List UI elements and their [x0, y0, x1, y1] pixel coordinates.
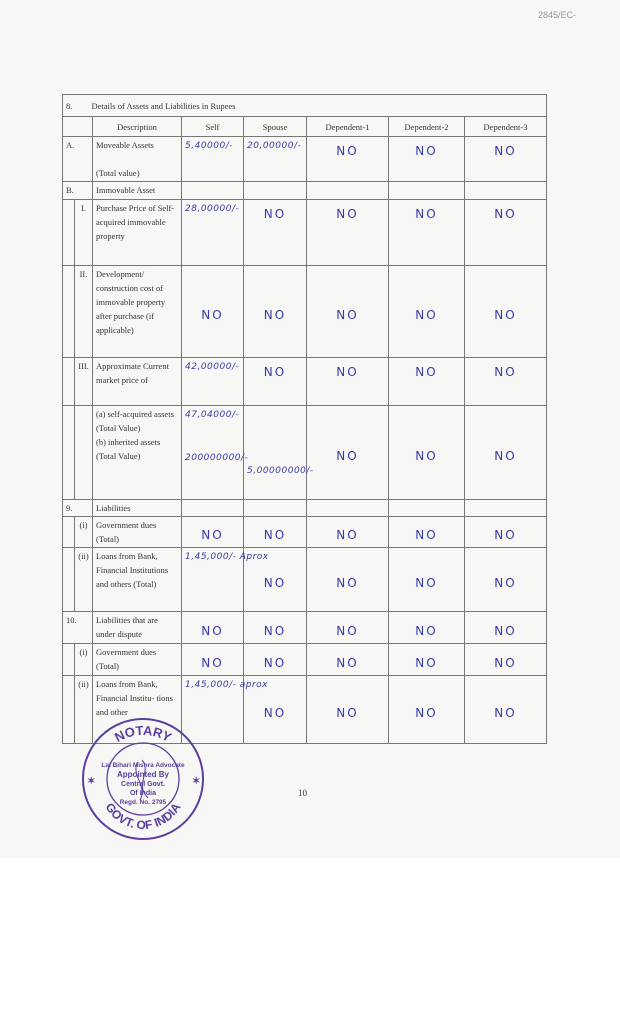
reference-number: 2845/EC-	[537, 10, 576, 20]
handwritten-value: 47,04000/-	[185, 410, 240, 420]
stamp-name: Lal Bihari Mishra Advocate	[101, 762, 185, 769]
table-row: (i) Government dues (Total) NO NO NO NO NO	[63, 644, 547, 676]
handwritten-value: NO	[336, 655, 359, 670]
handwritten-value: 20,00000/-	[247, 141, 302, 151]
row-label: Liabilities that are under dispute	[93, 612, 182, 644]
handwritten-value: NO	[336, 705, 359, 720]
handwritten-value: NO	[336, 575, 359, 590]
handwritten-value: NO	[415, 207, 438, 221]
row-label: Loans from Bank, Financial Institu- tions and other	[93, 676, 182, 744]
col-dependent-2: Dependent-2	[389, 117, 465, 137]
table-row: A. Moveable Assets (Total value) 5,40000/- 20,00000/- NO NO NO	[63, 137, 547, 182]
section-title: Details of Assets and Liabilities in Rupees	[91, 100, 236, 111]
stamp-line-4: Regd. No. 2795	[119, 799, 167, 806]
handwritten-value: 5,40000/-	[185, 141, 233, 151]
handwritten-value: NO	[494, 705, 517, 720]
row-label: (a) self-acquired assets (Total Value)	[96, 409, 174, 433]
col-dependent-3: Dependent-3	[465, 117, 547, 137]
stamp-line-3: Of India	[129, 790, 157, 797]
handwritten-value: NO	[263, 207, 287, 221]
handwritten-value: NO	[336, 623, 359, 638]
handwritten-value: NO	[494, 365, 517, 379]
handwritten-value: NO	[415, 623, 438, 638]
star-icon: ✶	[192, 776, 201, 787]
handwritten-value: 42,00000/-	[185, 362, 240, 372]
handwritten-value: NO	[494, 575, 517, 590]
handwritten-value: NO	[415, 448, 438, 463]
col-dependent-1: Dependent-1	[307, 117, 389, 137]
handwritten-value: NO	[494, 623, 517, 638]
handwritten-value: NO	[201, 528, 224, 542]
section-8-title-row	[63, 95, 547, 117]
row-label: (b) inherited assets (Total Value)	[96, 437, 161, 461]
star-icon: ✶	[87, 776, 96, 787]
table-row: (ii) Loans from Bank, Financial Institu- tions and other 1,45,000/- aprox NO NO NO NO	[63, 676, 547, 744]
handwritten-value: NO	[201, 307, 224, 322]
row-label: (Total value)	[96, 168, 140, 178]
row-label: Liabilities	[93, 500, 182, 517]
handwritten-value: NO	[415, 307, 438, 322]
handwritten-value: NO	[336, 528, 359, 542]
handwritten-value: NO	[263, 623, 287, 638]
row-label: Government dues (Total)	[93, 517, 182, 548]
handwritten-value: NO	[494, 207, 517, 221]
table-row: II. Development/ construction cost of immovable property after purchase (if applicable) NO NO NO NO NO	[63, 266, 547, 358]
table-row: III. Approximate Current market price of 42,00000/- NO NO NO NO	[63, 358, 547, 406]
row-label: Purchase Price of Self-acquired immovable property	[93, 200, 182, 266]
table-row: 10. Liabilities that are under dispute NO NO NO NO NO	[63, 612, 547, 644]
notary-stamp	[78, 714, 208, 844]
handwritten-value: NO	[494, 144, 517, 158]
handwritten-value: NO	[415, 705, 438, 720]
handwritten-value: NO	[494, 528, 517, 542]
stamp-top-text: NOTARY	[112, 722, 174, 745]
handwritten-value: NO	[263, 655, 287, 670]
handwritten-value: 1,45,000/- aprox	[185, 680, 268, 690]
handwritten-value: NO	[336, 365, 359, 379]
handwritten-value: 5,00000000/-	[247, 466, 314, 476]
handwritten-value: NO	[263, 365, 287, 379]
header-row	[63, 117, 547, 137]
table-row: B. Immovable Asset	[63, 182, 547, 200]
page-number: 10	[298, 788, 307, 798]
handwritten-value: NO	[494, 448, 517, 463]
col-self: Self	[182, 117, 244, 137]
handwritten-value: NO	[263, 528, 287, 542]
section-number: 8.	[66, 100, 73, 111]
row-label: Immovable Asset	[93, 182, 182, 200]
handwritten-value: NO	[263, 307, 287, 322]
handwritten-value: NO	[415, 365, 438, 379]
table-row	[63, 406, 547, 500]
stamp-bottom-text: GOVT. OF INDIA	[102, 800, 184, 833]
handwritten-value: NO	[201, 623, 224, 638]
handwritten-value: 28,00000/-	[185, 204, 240, 214]
col-description: Description	[93, 117, 182, 137]
row-label: Moveable Assets	[96, 140, 154, 150]
handwritten-value: NO	[201, 655, 224, 670]
handwritten-value: NO	[336, 448, 359, 463]
table-row: 9. Liabilities	[63, 500, 547, 517]
handwritten-value: NO	[263, 705, 287, 720]
assets-liabilities-table	[62, 94, 547, 744]
handwritten-value: NO	[494, 655, 517, 670]
handwritten-value: NO	[494, 307, 517, 322]
handwritten-value: NO	[336, 307, 359, 322]
row-label: Loans from Bank, Financial Institutions and others (Total)	[93, 548, 182, 612]
col-spouse: Spouse	[244, 117, 307, 137]
row-label: Government dues (Total)	[93, 644, 182, 676]
handwritten-value: NO	[415, 655, 438, 670]
handwritten-value: NO	[336, 207, 359, 221]
handwritten-value: NO	[415, 575, 438, 590]
row-label: Development/ construction cost of immovable property after purchase (if applicable)	[93, 266, 182, 358]
table-row: (ii) Loans from Bank, Financial Institutions and others (Total) 1,45,000/- Aprox NO NO NO NO	[63, 548, 547, 612]
row-label: Approximate Current market price of	[93, 358, 182, 406]
handwritten-value: 200000000/-	[185, 453, 249, 463]
stamp-line-1: Appointed By	[117, 770, 169, 779]
handwritten-value: NO	[263, 575, 287, 590]
handwritten-value: NO	[336, 144, 359, 158]
stamp-line-2: Central Govt.	[121, 781, 165, 788]
handwritten-value: NO	[415, 144, 438, 158]
table-row: I. Purchase Price of Self-acquired immovable property 28,00000/- NO NO NO NO	[63, 200, 547, 266]
handwritten-value: NO	[415, 528, 438, 542]
table-row: (i) Government dues (Total) NO NO NO NO NO	[63, 517, 547, 548]
handwritten-value: 1,45,000/- Aprox	[185, 552, 269, 562]
